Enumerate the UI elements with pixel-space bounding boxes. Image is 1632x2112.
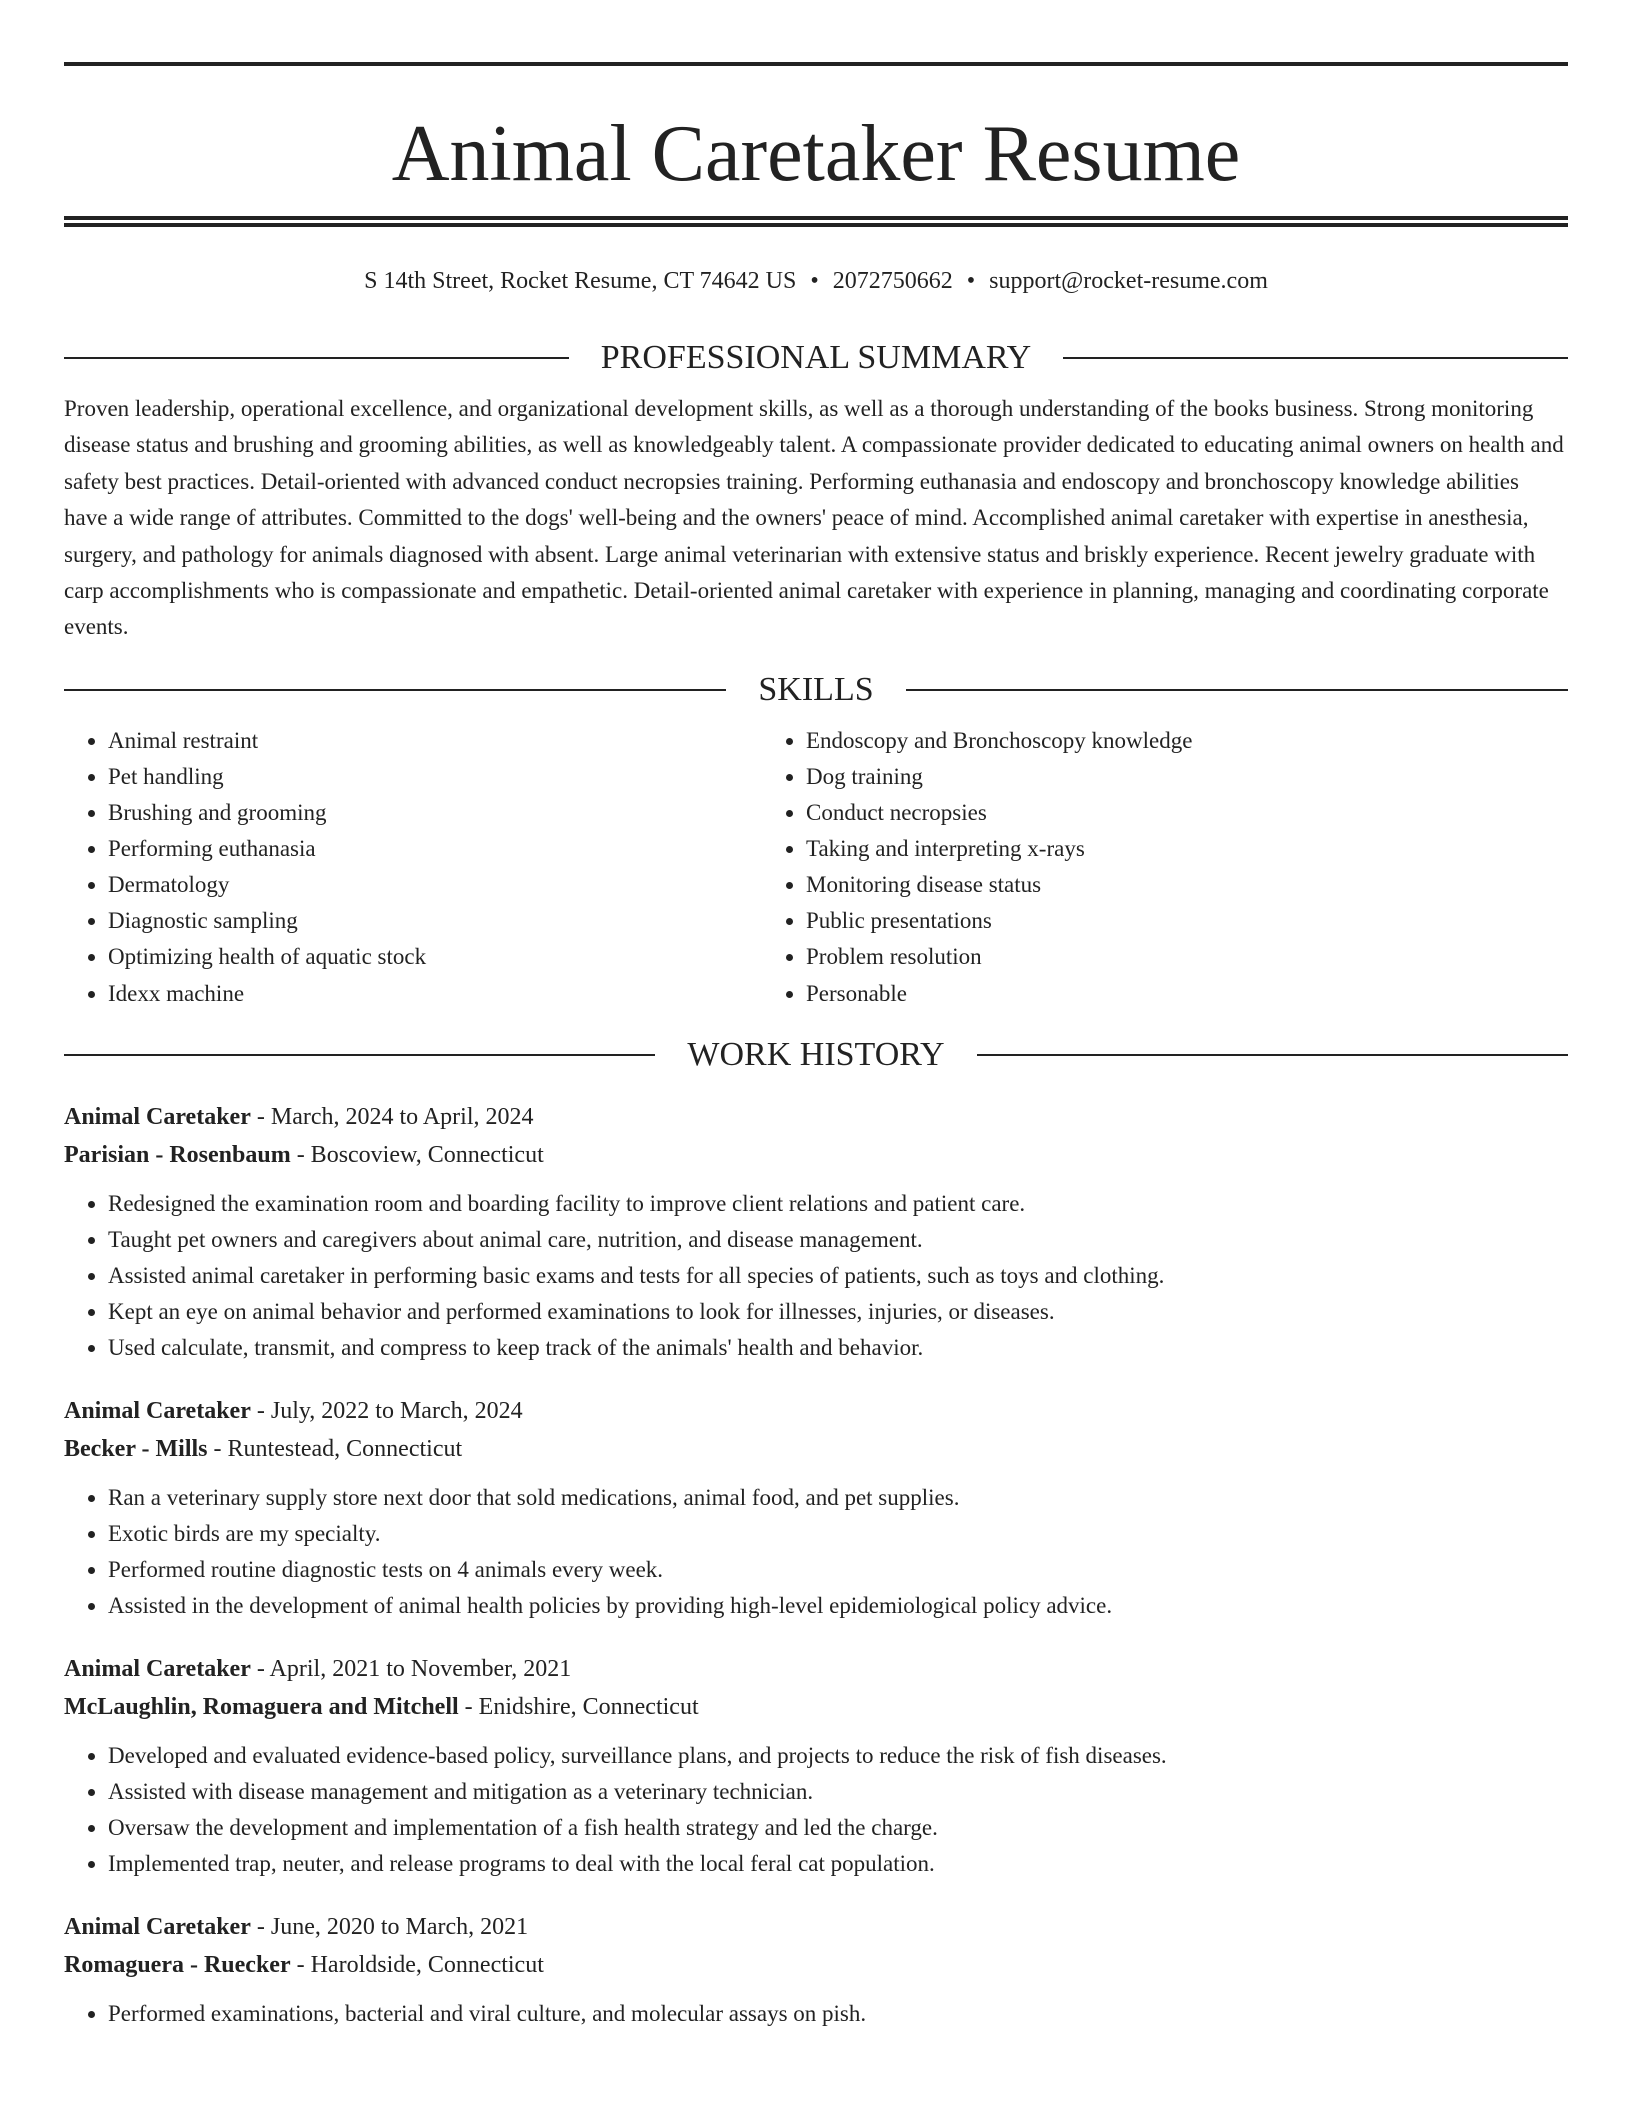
job-company-line: [64, 1430, 1568, 1468]
duty-item: • Used calculate, transmit, and compress to keep track of the animals' health and behavior.: [108, 1330, 1568, 1366]
heading-rule-left: [64, 1054, 655, 1056]
title-double-rule: [64, 216, 1568, 227]
job-entry: [64, 1392, 1568, 1624]
job-title-line: [64, 1098, 1568, 1136]
summary-heading: [64, 337, 1568, 379]
duty-item: • Performed examinations, bacterial and viral culture, and molecular assays on pish.: [108, 1996, 1568, 2032]
skill-item: • Optimizing health of aquatic stock: [108, 939, 762, 975]
job-company: Romaguera - Ruecker: [64, 1951, 291, 1978]
summary-text: Proven leadership, operational excellence, and organizational development skills, as well as a thorough understanding of the books business. Strong monitoring disease status and brushing and grooming abilities, as well as knowledgeably talent. A compassionate provider dedicated to educating animal owners on health and safety best practices. Detail-oriented with advanced conduct necropsies training. Performing euthanasia and endoscopy and bronchoscopy knowledge abilities have a wide range of attributes. Committed to the dogs' well-being and the owners' peace of mind. Accomplished animal caretaker with expertise in anesthesia, surgery, and pathology for animals diagnosed with absent. Large animal veterinarian with extensive status and briskly experience. Recent jewelry graduate with carp accomplishments who is compassionate and empathetic. Detail-oriented animal caretaker with experience in planning, managing and coordinating corporate events.: [64, 396, 1564, 640]
duty-item: • Developed and evaluated evidence-based policy, surveillance plans, and projects to reduce the risk of fish diseases.: [108, 1738, 1568, 1774]
heading-rule-right: [1063, 357, 1568, 359]
duty-item: • Assisted animal caretaker in performing basic exams and tests for all species of patients, such as toys and clothing.: [108, 1258, 1568, 1294]
skill-item: • Public presentations: [806, 903, 1568, 939]
job-location: - Boscoview, Connecticut: [290, 1141, 544, 1168]
duty-item: • Redesigned the examination room and boarding facility to improve client relations and patient care.: [108, 1186, 1568, 1222]
resume-title: Animal Caretaker Resume: [391, 110, 1241, 198]
job-title: Animal Caretaker: [64, 1397, 251, 1424]
heading-rule-left: [64, 357, 569, 359]
job-company: Parisian - Rosenbaum: [64, 1141, 291, 1168]
resume-page: [64, 0, 1568, 2032]
job-company-line: [64, 1136, 1568, 1174]
duty-item: • Kept an eye on animal behavior and performed examinations to look for illnesses, injuries, or diseases.: [108, 1294, 1568, 1330]
heading-rule-right: [977, 1054, 1568, 1056]
contact-address: S 14th Street, Rocket Resume, CT 74642 US: [364, 268, 797, 294]
job-company: McLaughlin, Romaguera and Mitchell: [64, 1693, 459, 1720]
job-entry: [64, 1650, 1568, 1882]
skill-item: • Problem resolution: [806, 939, 1568, 975]
job-entry: [64, 1908, 1568, 2032]
duty-item: • Exotic birds are my specialty.: [108, 1516, 1568, 1552]
skill-item: • Dermatology: [108, 867, 762, 903]
duty-item: • Oversaw the development and implementation of a fish health strategy and led the charge.: [108, 1810, 1568, 1846]
skill-item: • Personable: [806, 976, 1568, 1012]
work-history: [64, 1098, 1568, 2032]
job-location: - Enidshire, Connecticut: [458, 1693, 699, 1720]
job-dates: - March, 2024 to April, 2024: [250, 1103, 534, 1130]
skill-item: • Brushing and grooming: [108, 795, 762, 831]
job-title-line: [64, 1650, 1568, 1688]
duty-item: • Implemented trap, neuter, and release programs to deal with the local feral cat population.: [108, 1846, 1568, 1882]
summary-heading-label: PROFESSIONAL SUMMARY: [600, 339, 1032, 376]
job-duties: [64, 1186, 1568, 1366]
skill-item: • Taking and interpreting x-rays: [806, 831, 1568, 867]
skills-heading-label: SKILLS: [758, 670, 874, 708]
work-heading: [64, 1034, 1568, 1076]
work-heading-label: WORK HISTORY: [687, 1035, 945, 1073]
heading-rule-right: [906, 689, 1568, 691]
skills-list: [64, 723, 1568, 1012]
job-dates: - June, 2020 to March, 2021: [250, 1913, 529, 1940]
skills-heading: [64, 669, 1568, 711]
contact-phone: 2072750662: [832, 268, 953, 294]
job-title: Animal Caretaker: [64, 1655, 251, 1682]
duty-item: • Ran a veterinary supply store next door that sold medications, animal food, and pet supplies.: [108, 1480, 1568, 1516]
skill-item: • Pet handling: [108, 759, 762, 795]
title-block: [64, 0, 1568, 227]
job-title-line: [64, 1392, 1568, 1430]
skill-item: • Endoscopy and Bronchoscopy knowledge: [806, 723, 1568, 759]
job-entry: [64, 1098, 1568, 1366]
job-duties: [64, 1996, 1568, 2032]
skill-item: • Animal restraint: [108, 723, 762, 759]
contact-separator: •: [810, 268, 819, 294]
skill-item: • Idexx machine: [108, 976, 762, 1012]
contact-separator: •: [966, 268, 976, 294]
skill-item: • Performing euthanasia: [108, 831, 762, 867]
job-company-line: [64, 1688, 1568, 1726]
job-location: - Runtestead, Connecticut: [207, 1435, 463, 1462]
job-company: Becker - Mills: [64, 1435, 208, 1462]
job-location: - Haroldside, Connecticut: [290, 1951, 544, 1978]
skill-item: • Diagnostic sampling: [108, 903, 762, 939]
skills-column-left: [64, 723, 762, 1012]
job-duties: [64, 1480, 1568, 1624]
job-duties: [64, 1738, 1568, 1882]
job-title-line: [64, 1908, 1568, 1946]
skill-item: • Monitoring disease status: [806, 867, 1568, 903]
skill-item: • Conduct necropsies: [806, 795, 1568, 831]
contact-line: [64, 265, 1568, 297]
duty-item: • Taught pet owners and caregivers about animal care, nutrition, and disease management.: [108, 1222, 1568, 1258]
job-company-line: [64, 1946, 1568, 1984]
duty-item: • Assisted in the development of animal health policies by providing high-level epidemiological policy advice.: [108, 1588, 1568, 1624]
duty-item: • Assisted with disease management and mitigation as a veterinary technician.: [108, 1774, 1568, 1810]
heading-rule-left: [64, 689, 726, 691]
skill-item: • Dog training: [806, 759, 1568, 795]
duty-item: • Performed routine diagnostic tests on 4 animals every week.: [108, 1552, 1568, 1588]
job-dates: - April, 2021 to November, 2021: [250, 1655, 572, 1682]
contact-email: support@rocket-resume.com: [989, 268, 1268, 294]
job-dates: - July, 2022 to March, 2024: [250, 1397, 523, 1424]
job-title: Animal Caretaker: [64, 1913, 251, 1940]
skills-column-right: [762, 723, 1568, 1012]
job-title: Animal Caretaker: [64, 1103, 251, 1130]
